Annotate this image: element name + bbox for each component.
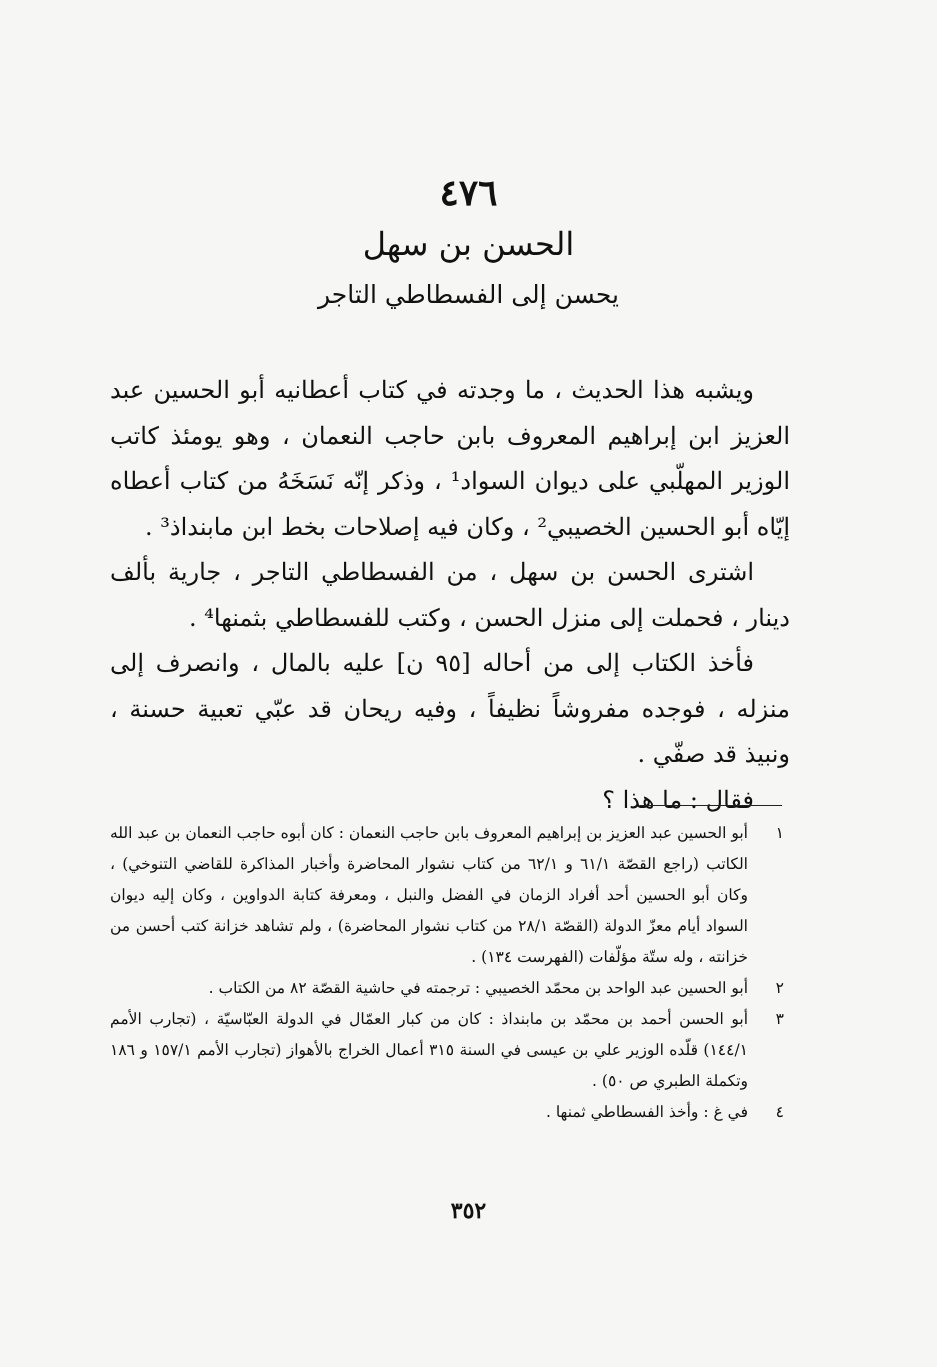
footnote <box>110 1097 798 1128</box>
paragraph: ويشبه هذا الحديث ، ما وجدته في كتاب أعطانيه أبو الحسين عبد العزيز ابن إبراهيم المعروف بابن حاجب النعمان ، وهو يومئذ كاتب الوزير المهلّبي على ديوان السواد¹ ، وذكر إنّه نَسَخَهُ من كتاب أعطاه إيّاه أبو الحسين الخصيبي² ، وكان فيه إصلاحات بخط ابن مابنداذ³ . <box>110 376 790 541</box>
footnote-number: ٢ <box>775 979 784 997</box>
footnote-number: ٤ <box>775 1103 784 1121</box>
footnote-number: ١ <box>775 824 784 842</box>
main-text <box>110 368 790 823</box>
footnote-text: في غ : وأخذ الفسطاطي ثمنها . <box>545 1103 748 1121</box>
footnotes <box>110 818 798 1128</box>
footnote <box>110 1004 798 1097</box>
footnote-text: أبو الحسن أحمد بن محمّد بن مابنداذ : كان من كبار العمّال في الدولة العبّاسيّة ، (تجارب الأمم ١٤٤/١) قلّده الوزير علي بن عيسى في السنة ٣١٥ أعمال الخراج بالأهواز (تجارب الأمم ١٥٧/١ و ١٨٦ وتكملة الطبري ص ٥٠) . <box>110 1010 748 1090</box>
story-title: الحسن بن سهل <box>362 225 575 263</box>
footnote-text: أبو الحسين عبد العزيز بن إبراهيم المعروف بابن حاجب النعمان : كان أبوه حاجب النعمان بن عبد الله الكاتب (راجع القصّة ٦١/١ و ٦٢/١ من كتاب نشوار المحاضرة وأخبار المذاكرة للقاضي التنوخي) ، وكان أبو الحسين أحد أفراد الزمان في الفضل والنبل ، ومعرفة كتابة الدواوين ، وكان إليه ديوان السواد أيام معزّ الدولة (القصّة ٢٨/١ من كتاب نشوار المحاضرة) ، ولم تشاهد خزانة كتب أحسن من خزانته ، وله ستّة مؤلّفات (الفهرست ١٣٤) . <box>109 824 748 966</box>
paragraph: فقال : ما هذا ؟ <box>602 785 754 814</box>
footnote-divider <box>640 805 782 806</box>
story-subtitle: يحسن إلى الفسطاطي التاجر <box>317 280 619 309</box>
footnote <box>110 818 798 973</box>
paragraph: فأخذ الكتاب إلى من أحاله [٩٥ ن] عليه بالمال ، وانصرف إلى منزله ، فوجده مفروشاً نظيفاً ، وفيه ريحان قد عبّي تعبية حسنة ، ونبيذ قد صفّي . <box>110 649 790 768</box>
footnote-number: ٣ <box>775 1010 784 1028</box>
footnote-text: أبو الحسين عبد الواحد بن محمّد الخصيبي : ترجمته في حاشية القصّة ٨٢ من الكتاب . <box>208 979 748 997</box>
story-number: ٤٧٦ <box>439 172 498 214</box>
footnote <box>110 973 798 1004</box>
page-number: ٣٥٢ <box>450 1198 487 1224</box>
paragraph: اشترى الحسن بن سهل ، من الفسطاطي التاجر ، جارية بألف دينار ، فحملت إلى منزل الحسن ، وكتب للفسطاطي بثمنها⁴ . <box>110 558 790 632</box>
